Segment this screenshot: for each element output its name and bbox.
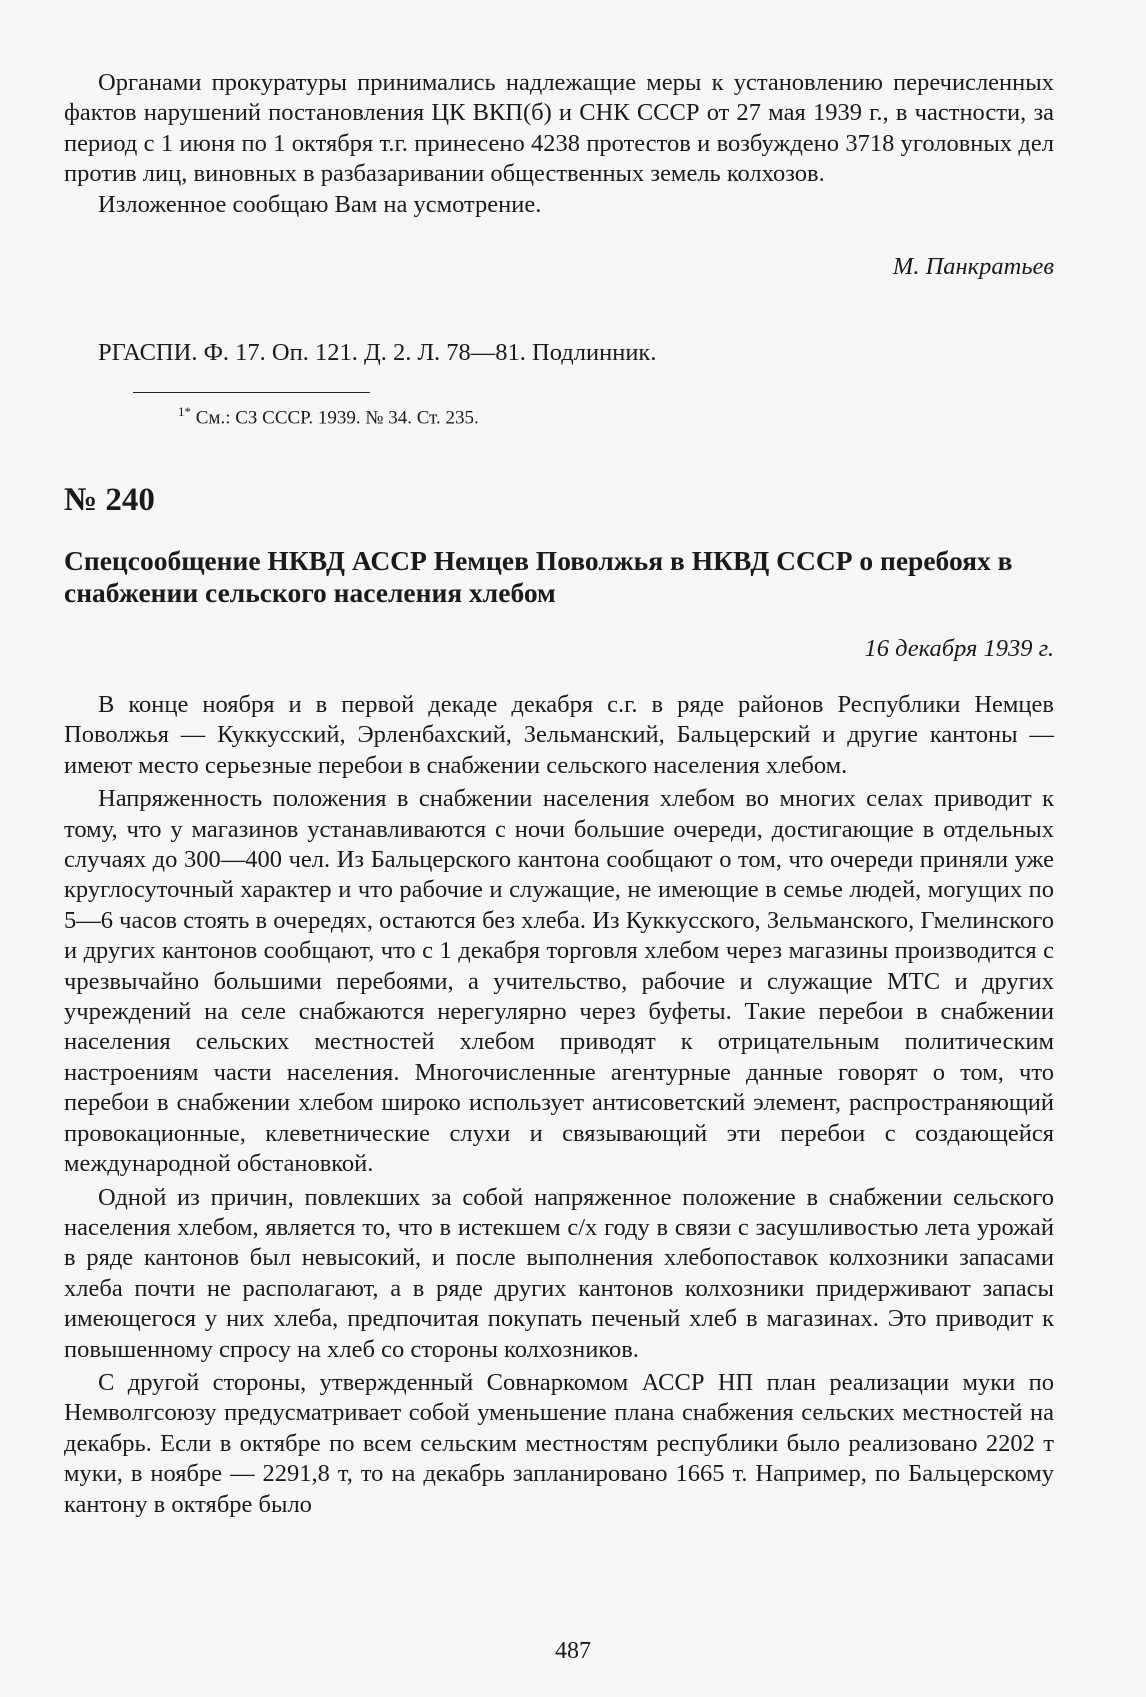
archive-source: РГАСПИ. Ф. 17. Оп. 121. Д. 2. Л. 78—81. Подлинник. xyxy=(98,339,657,366)
footnote xyxy=(64,404,1054,429)
page-number: 487 xyxy=(555,1638,591,1664)
signature: М. Панкратьев xyxy=(892,253,1054,280)
document-date: 16 декабря 1939 г. xyxy=(864,635,1054,662)
footnote-mark: 1* xyxy=(178,404,191,419)
body-paragraph-4: С другой стороны, утвержденный Совнаркомом АССР НП план реализации муки по Немволгсоюзу предусматривает собой уменьшение плана снабжения сельских местностей на декабрь. Если в октябре по всем сельским местностям республики было реализовано 2202 т муки, в ноябре — 2291,8 т, то на декабрь запланировано 1665 т. Например, по Бальцерскому кантону в октябре было xyxy=(64,1368,1054,1518)
body-paragraph-2: Напряженность положения в снабжении населения хлебом во многих селах приводит к тому, что у магазинов устанавливаются с ночи большие очереди, достигающие в отдельных случаях до 300—400 чел. Из Бальцерского кантона сообщают о том, что очереди приняли уже круглосуточный характер и что рабочие и служащие, не имеющие в семье людей, могущих по 5—6 часов стоять в очередях, остаются без хлеба. Из Куккусского, Зельманского, Гмелинского и других кантонов сообщают, что с 1 декабря торговля хлебом через магазины производится с чрезвычайно большими перебоями, а учительство, рабочие и служащие МТС и других учреждений на селе снабжаются нерегулярно через буфеты. Такие перебои в снабжении населения сельских местностей хлебом приводят к отрицательным политическим настроениям части населения. Многочисленные агентурные данные говорят о том, что перебои в снабжении хлебом широко использует антисоветский элемент, распространяющий провокационные, клеветнические слухи и связывающий эти перебои с создающейся международной обстановкой. xyxy=(64,785,1054,1178)
body-paragraph-3: Одной из причин, повлекших за собой напряженное положение в снабжении сельского населения хлебом, является то, что в истекшем с/х году в связи с засушливостью лета урожай в ряде кантонов был невысокий, и после выполнения хлебопоставок колхозники запасами хлеба почти не располагают, а в ряде других кантонов колхозники придерживают запасы имеющегося у них хлеба, предпочитая покупать печеный хлеб в магазинах. Это приводит к повышенному спросу на хлеб со стороны колхозников. xyxy=(64,1183,1054,1363)
footnote-text: См.: СЗ СССР. 1939. № 34. Ст. 235. xyxy=(191,407,479,429)
previous-document-ending xyxy=(64,68,1054,220)
body-paragraph-1: В конце ноября и в первой декаде декабря с.г. в ряде районов Республики Немцев Поволжья — Куккусский, Эрленбахский, Зельманский, Бальцерский и другие кантоны — имеют место серьезные перебои в снабжении сельского населения хлебом. xyxy=(64,691,1054,779)
intro-paragraph-2: Изложенное сообщаю Вам на усмотрение. xyxy=(98,190,542,218)
document-title: Спецсообщение НКВД АССР Немцев Поволжья в НКВД СССР о перебоях в снабжении сельского населения хлебом xyxy=(64,545,1013,608)
intro-paragraph-1: Органами прокуратуры принимались надлежащие меры к установлению перечисленных фактов нарушений постановления ЦК ВКП(б) и СНК СССР от 27 мая 1939 г., в частности, за период с 1 июня по 1 октября т.г. принесено 4238 протестов и возбуждено 3718 уголовных дел против лиц, виновных в разбазаривании общественных земель колхозов. xyxy=(64,69,1054,188)
footnote-divider xyxy=(133,392,370,393)
document-body xyxy=(64,690,1054,1520)
document-number: № 240 xyxy=(64,482,155,518)
